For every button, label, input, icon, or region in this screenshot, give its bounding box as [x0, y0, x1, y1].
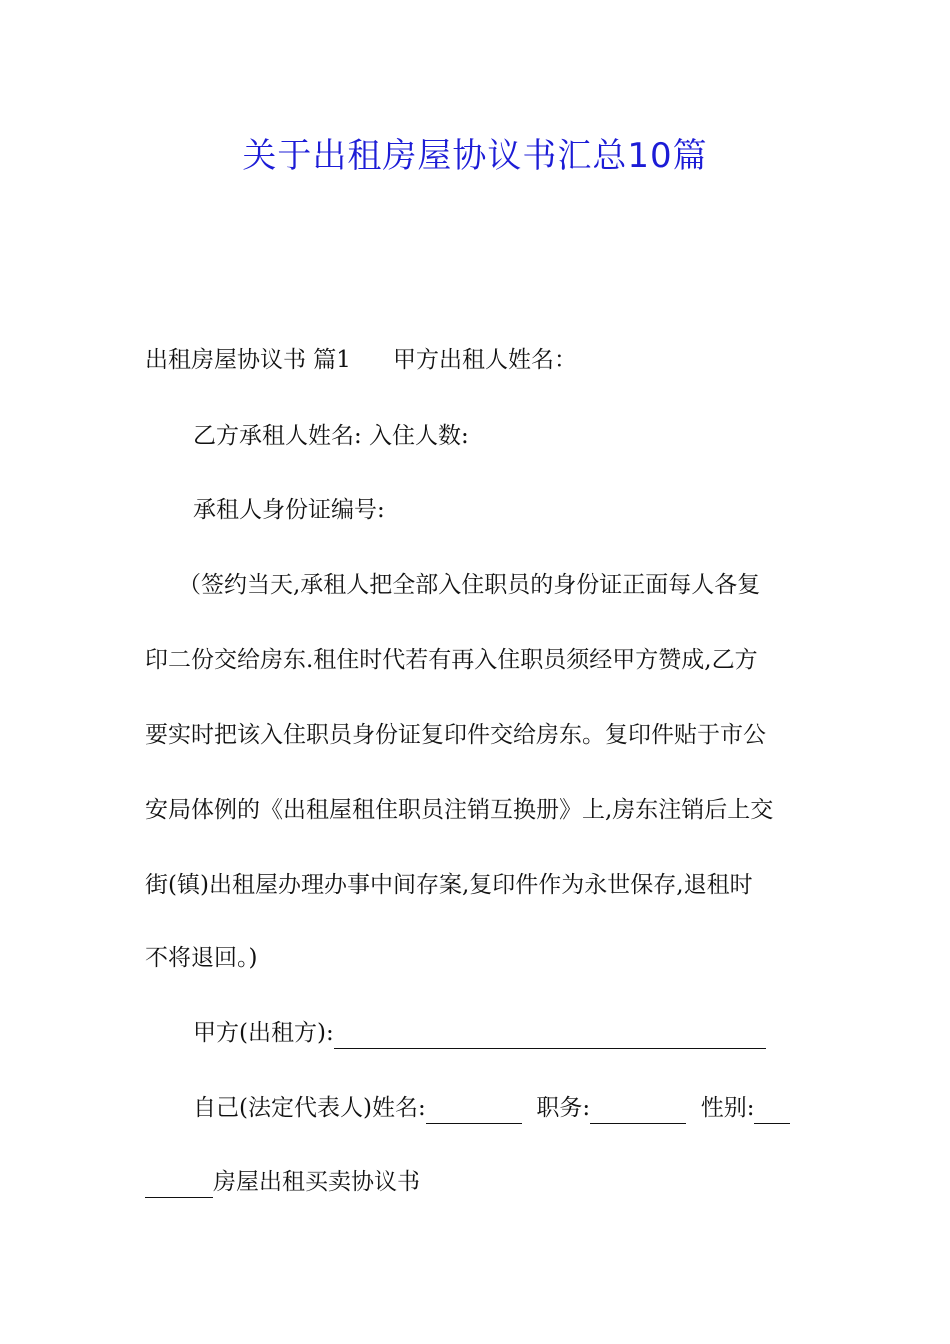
- paragraph-line: 乙方承租人姓名: 入住人数:: [193, 423, 469, 449]
- paragraph-line: 印二份交给房东.租住时代若有再入住职员须经甲方赞成,乙方: [145, 647, 758, 673]
- paragraph-line: [145, 1167, 815, 1198]
- gender-blank-continued: [145, 1167, 213, 1198]
- representative-name-label: 自己(法定代表人)姓名:: [193, 1095, 426, 1121]
- duty-label: 职务:: [536, 1095, 591, 1121]
- gender-label: 性别:: [700, 1095, 755, 1121]
- signature-line: [193, 1018, 815, 1049]
- paragraph-line: 承租人身份证编号:: [193, 497, 385, 523]
- paragraph-line: 安局体例的《出租屋租住职员注销互换册》上,房东注销后上交: [145, 797, 774, 823]
- sale-agreement-text: 房屋出租买卖协议书: [213, 1169, 420, 1195]
- party-a-label: 甲方出租人姓名：: [392, 347, 577, 373]
- paragraph-line: 街(镇)出租屋办理办事中间存案,复印件作为永世保存,退租时: [145, 872, 753, 898]
- party-a-blank: [334, 1018, 766, 1049]
- party-a-signature-label: 甲方(出租方):: [193, 1020, 334, 1046]
- paragraph-line: （签约当天,承租人把全部入住职员的身份证正面每人各复: [178, 572, 761, 598]
- name-blank: [426, 1093, 522, 1124]
- gender-blank: [754, 1093, 790, 1124]
- paragraph-line: 不将退回。): [145, 945, 258, 971]
- section-heading: 出租房屋协议书 篇1: [145, 347, 351, 373]
- paragraph-line: [145, 345, 815, 375]
- duty-blank: [590, 1093, 686, 1124]
- paragraph-line: 要实时把该入住职员身份证复印件交给房东。复印件贴于市公: [145, 722, 766, 748]
- representative-line: [193, 1093, 815, 1124]
- document-title: 关于出租房屋协议书汇总10篇: [242, 136, 708, 176]
